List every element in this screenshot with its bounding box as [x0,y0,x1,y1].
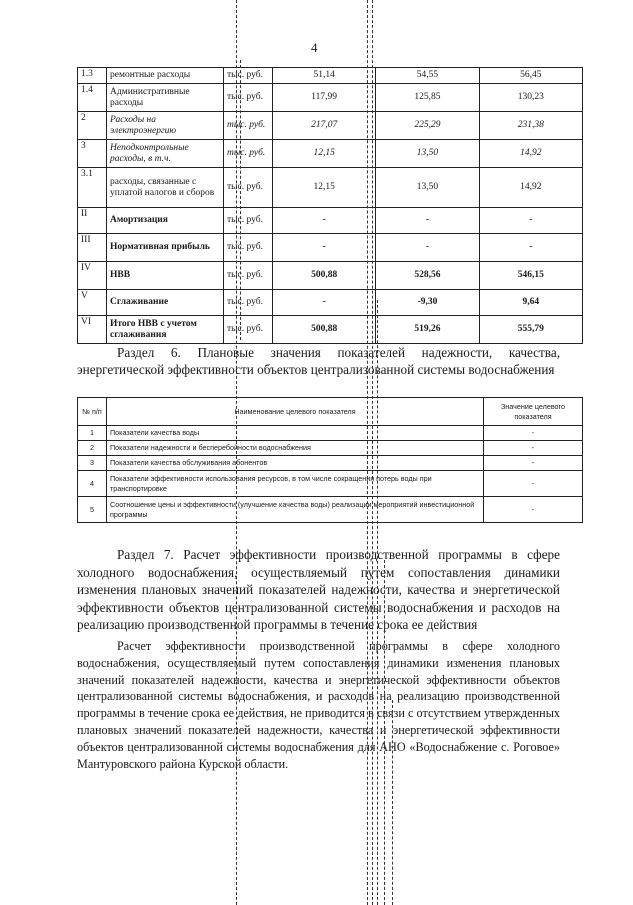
cost-row-number: 3 [78,140,107,168]
cost-row-value-3: 14,92 [479,140,582,168]
cost-row-value-1: 117,99 [273,84,376,112]
kpi-row-name: Показатели надежности и бесперебойности водоснабжения [107,441,484,456]
kpi-row-number: 5 [78,497,107,523]
cost-table-row [78,84,583,112]
section-6 [77,344,560,378]
cost-row-name: Неподконтрольные расходы, в т.ч. [107,140,224,168]
cost-row-value-3: 14,92 [479,168,582,208]
section-6-heading-line1: Раздел 6. Плановые значения показателей надежности, качества, [117,345,560,360]
cost-row-value-1: 12,15 [273,140,376,168]
kpi-header-row [78,398,583,426]
cost-table-row [78,262,583,290]
scan-artifact-line [372,0,373,905]
kpi-header-value: Значение целевого показателя [484,398,583,426]
cost-row-unit: тыс. руб. [224,84,273,112]
cost-row-number: 1.4 [78,84,107,112]
cost-row-unit: тыс. руб. [224,168,273,208]
kpi-table [77,397,583,523]
cost-row-number: III [78,234,107,262]
kpi-row-name: Показатели качества воды [107,426,484,441]
cost-row-value-1: 500,88 [273,262,376,290]
cost-row-value-2: - [376,208,479,234]
cost-row-value-3: - [479,208,582,234]
kpi-row-value: - [484,426,583,441]
section-7 [77,546,560,772]
cost-row-value-2: 13,50 [376,140,479,168]
cost-row-number: IV [78,262,107,290]
cost-row-number: V [78,290,107,316]
cost-row-unit: тыс. руб. [224,208,273,234]
cost-row-number: II [78,208,107,234]
cost-row-value-1: 500,88 [273,316,376,344]
cost-row-value-2: -9,30 [376,290,479,316]
cost-row-name: Нормативная прибыль [107,234,224,262]
cost-row-value-2: - [376,234,479,262]
cost-row-value-2: 125,85 [376,84,479,112]
cost-row-value-3: 546,15 [479,262,582,290]
cost-row-name: Расходы на электроэнергию [107,112,224,140]
cost-row-unit: тыс. руб. [224,68,273,84]
cost-row-value-2: 519,26 [376,316,479,344]
cost-row-unit: тыс. руб. [224,112,273,140]
cost-row-value-3: 231,38 [479,112,582,140]
cost-row-name: Амортизация [107,208,224,234]
scan-artifact-line [377,300,378,905]
cost-table-row [78,168,583,208]
cost-row-value-2: 225,29 [376,112,479,140]
kpi-row-value: - [484,456,583,471]
cost-table-row [78,290,583,316]
cost-row-number: 2 [78,112,107,140]
section-7-heading: Раздел 7. Расчет эффективности производственной программы в сфере холодного водоснабжения, осуществляемый путем сопоставления динамики изменения плановых значений показателей надежности, качества и энергетической эффективности объектов централизованной системы водоснабжения и расходов на реализацию производственной программы в течение срока ее действия [77,547,560,633]
cost-row-number: 1.3 [78,68,107,84]
cost-row-name: расходы, связанные с уплатой налогов и сборов [107,168,224,208]
cost-table-row [78,112,583,140]
cost-row-number: 3.1 [78,168,107,208]
cost-table-row [78,234,583,262]
scan-artifact-line [236,0,237,905]
cost-table-row [78,140,583,168]
cost-row-name: ремонтные расходы [107,68,224,84]
cost-row-name: Сглаживание [107,290,224,316]
cost-row-value-1: 51,14 [273,68,376,84]
cost-row-unit: тыс. руб. [224,234,273,262]
cost-row-name: Итого НВВ с учетом сглаживания [107,316,224,344]
cost-row-value-1: - [273,290,376,316]
cost-row-value-3: 56,45 [479,68,582,84]
kpi-table-row [78,456,583,471]
cost-row-value-1: - [273,208,376,234]
cost-row-unit: тыс. руб. [224,140,273,168]
section-7-body: Расчет эффективности производственной программы в сфере холодного водоснабжения, осуществляемый путем сопоставления динамики изменения плановых значений показателей надежности, качества и энергетической эффективности объектов централизованной системы водоснабжения, и расходов на реализацию производственной программы в течение срока ее действия, не приводится в связи с отсутствием утвержденных плановых значений показателей надежности, качества и энергетической эффективности объектов централизованной системы водоснабжения для АНО «Водоснабжение с. Роговое» Мантуровского района Курской области. [77,638,560,771]
kpi-header-no: № п/п [78,398,107,426]
kpi-row-number: 4 [78,471,107,497]
cost-row-value-1: 12,15 [273,168,376,208]
scan-artifact-line [367,0,368,905]
kpi-table-row [78,426,583,441]
cost-row-value-3: - [479,234,582,262]
kpi-row-value: - [484,471,583,497]
scan-artifact-line [240,60,241,340]
cost-row-name: Административные расходы [107,84,224,112]
cost-row-number: VI [78,316,107,344]
cost-row-unit: тыс. руб. [224,290,273,316]
cost-row-value-3: 130,23 [479,84,582,112]
kpi-row-name: Соотношение цены и эффективности (улучшение качества воды) реализации мероприятий инвестиционной программы [107,497,484,523]
kpi-row-number: 2 [78,441,107,456]
cost-table-row [78,316,583,344]
cost-row-unit: тыс. руб. [224,316,273,344]
kpi-row-name: Показатели качества обслуживания абонентов [107,456,484,471]
kpi-table-body [78,398,583,523]
cost-table-row [78,68,583,84]
kpi-row-number: 3 [78,456,107,471]
kpi-row-value: - [484,441,583,456]
kpi-table-row [78,441,583,456]
scan-artifact-line [392,700,393,905]
cost-row-value-2: 54,55 [376,68,479,84]
cost-table-row [78,208,583,234]
cost-row-value-1: - [273,234,376,262]
kpi-table-row [78,471,583,497]
kpi-row-value: - [484,497,583,523]
cost-row-value-3: 9,64 [479,290,582,316]
cost-row-value-2: 13,50 [376,168,479,208]
cost-row-value-3: 555,79 [479,316,582,344]
cost-row-value-2: 528,56 [376,262,479,290]
cost-table-body [78,68,583,344]
cost-row-name: НВВ [107,262,224,290]
kpi-row-number: 1 [78,426,107,441]
kpi-header-name: Наименование целевого показателя [107,398,484,426]
cost-row-value-1: 217,07 [273,112,376,140]
kpi-table-row [78,497,583,523]
kpi-row-name: Показатели эффективности использования ресурсов, в том числе сокращения потерь воды при транспортировке [107,471,484,497]
cost-table [77,67,583,344]
scan-artifact-line [384,560,385,905]
section-6-heading-rest: энергетической эффективности объектов централизованной системы водоснабжения [77,362,555,377]
cost-row-unit: тыс. руб. [224,262,273,290]
page-number: 4 [311,40,318,55]
